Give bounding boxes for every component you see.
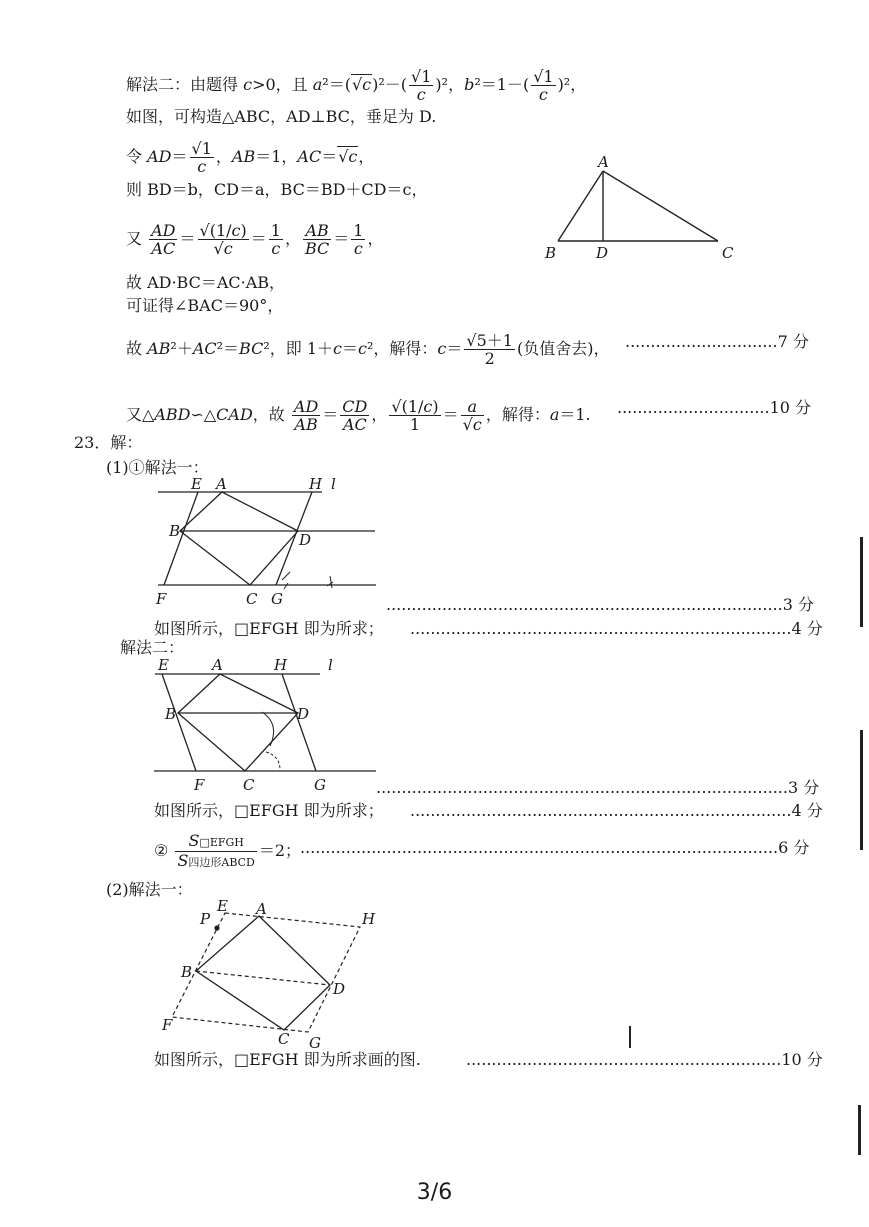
f2-label-l: l — [328, 656, 333, 674]
edge-mark — [858, 1105, 861, 1155]
score-6: ..............................................................................................6 分 — [300, 838, 810, 857]
f1-label-e: E — [191, 475, 202, 493]
f3-label-h: H — [362, 910, 376, 928]
tri-label-b: B — [545, 244, 557, 262]
caption-b: 如图所示，□EFGH 即为所求； — [154, 801, 384, 820]
f1-label-b: B — [169, 522, 181, 540]
f1-label-c: C — [246, 590, 258, 608]
f2-label-d: D — [297, 705, 310, 723]
scan-mark — [629, 1026, 631, 1048]
f3-label-d: D — [333, 980, 346, 998]
score-10a: ..............................10 分 — [617, 398, 812, 417]
caption-a: 如图所示，□EFGH 即为所求； — [154, 619, 384, 638]
q23-part1: (1)①解法一： — [106, 458, 209, 477]
f2-label-h: H — [274, 656, 288, 674]
f1-label-f: F — [156, 590, 167, 608]
f2-label-b: B — [165, 705, 177, 723]
tri-label-a: A — [598, 153, 609, 171]
f2-label-a: A — [212, 656, 223, 674]
so-line: 故 AD·BC＝AC·AB， — [126, 273, 286, 292]
f3-label-p: P — [200, 910, 211, 928]
q23-part2: (2)解法一： — [106, 880, 193, 899]
let-line: 令 AD＝ $\frac{√1}{c}$ ，AB＝1，AC＝√c， — [126, 139, 375, 176]
f2-label-e: E — [158, 656, 169, 674]
edge-mark — [860, 537, 863, 627]
pyth-line: 故 AB²＋AC²＝BC²，即 1＋c＝c²，解得：c＝ $\frac{√5+1}{2}$ (负值舍去)， — [126, 331, 610, 368]
edge-mark — [860, 730, 863, 850]
method2-line: 解法二：由题得 c>0，且 a²＝(√c)²－( $\frac{√1}{c}$ )²，b²＝1－( $\frac{√1}{c}$ )²， — [126, 67, 587, 104]
f2-label-c: C — [243, 776, 255, 794]
tri-label-d: D — [596, 244, 609, 262]
f3-label-a: A — [256, 900, 267, 918]
f3-label-f: F — [162, 1016, 173, 1034]
score-3a: ..............................................................................3 分 — [386, 595, 814, 614]
score-4a: ...........................................................................4 分 — [410, 619, 823, 638]
f1-label-g: G — [271, 590, 283, 608]
score-7: ..............................7 分 — [625, 332, 809, 351]
caption-c: 如图所示，□EFGH 即为所求画的图. — [154, 1050, 421, 1069]
prove-line: 可证得∠BAC＝90°， — [126, 296, 284, 315]
f3-label-e: E — [217, 897, 228, 915]
f3-label-c: C — [278, 1030, 290, 1048]
f1-label-a: A — [216, 475, 227, 493]
ratio-line: ② $\frac{\text{S□EFGH}}{\text{S四边形ABCD}}$ ＝2； — [154, 831, 302, 870]
score-10b: ..............................................................10 分 — [466, 1050, 823, 1069]
then-line: 则 BD＝b，CD＝a，BC＝BD＋CD＝c， — [126, 180, 428, 199]
q23-heading: 23．解： — [74, 433, 143, 452]
tri-label-c: C — [722, 244, 734, 262]
point-p — [214, 925, 219, 930]
f3-label-b: B — [181, 963, 193, 981]
method2b-heading: 解法二： — [120, 638, 185, 657]
also-line: 又 $\frac{AD}{AC}$ ＝ $\frac{√(1/c)}{√c}$ ＝ $\frac{1}{c}$ ， $\frac{AB}{BC}$ ＝ $\frac{1}{c}$ ， — [126, 221, 384, 258]
f1-label-d: D — [299, 531, 312, 549]
construct-line: 如图，可构造△ABC，AD⊥BC，垂足为 D. — [126, 107, 437, 126]
f1-label-l: l — [331, 475, 336, 493]
score-3b: .................................................................................3 分 — [376, 778, 820, 797]
score-4b: ...........................................................................4 分 — [410, 801, 823, 820]
similar-line: 又△ABD∽△CAD，故 $\frac{AD}{AB}$ ＝ $\frac{CD}{AC}$ ， $\frac{√(1/c)}{1}$ ＝ $\frac{a}{√c}$ ，解得：a＝1. — [126, 397, 591, 434]
f3-label-g: G — [309, 1034, 321, 1052]
f1-label-h: H — [309, 475, 323, 493]
f2-label-f: F — [194, 776, 205, 794]
page-number: 3/6 — [416, 1180, 453, 1205]
f2-label-g: G — [314, 776, 326, 794]
